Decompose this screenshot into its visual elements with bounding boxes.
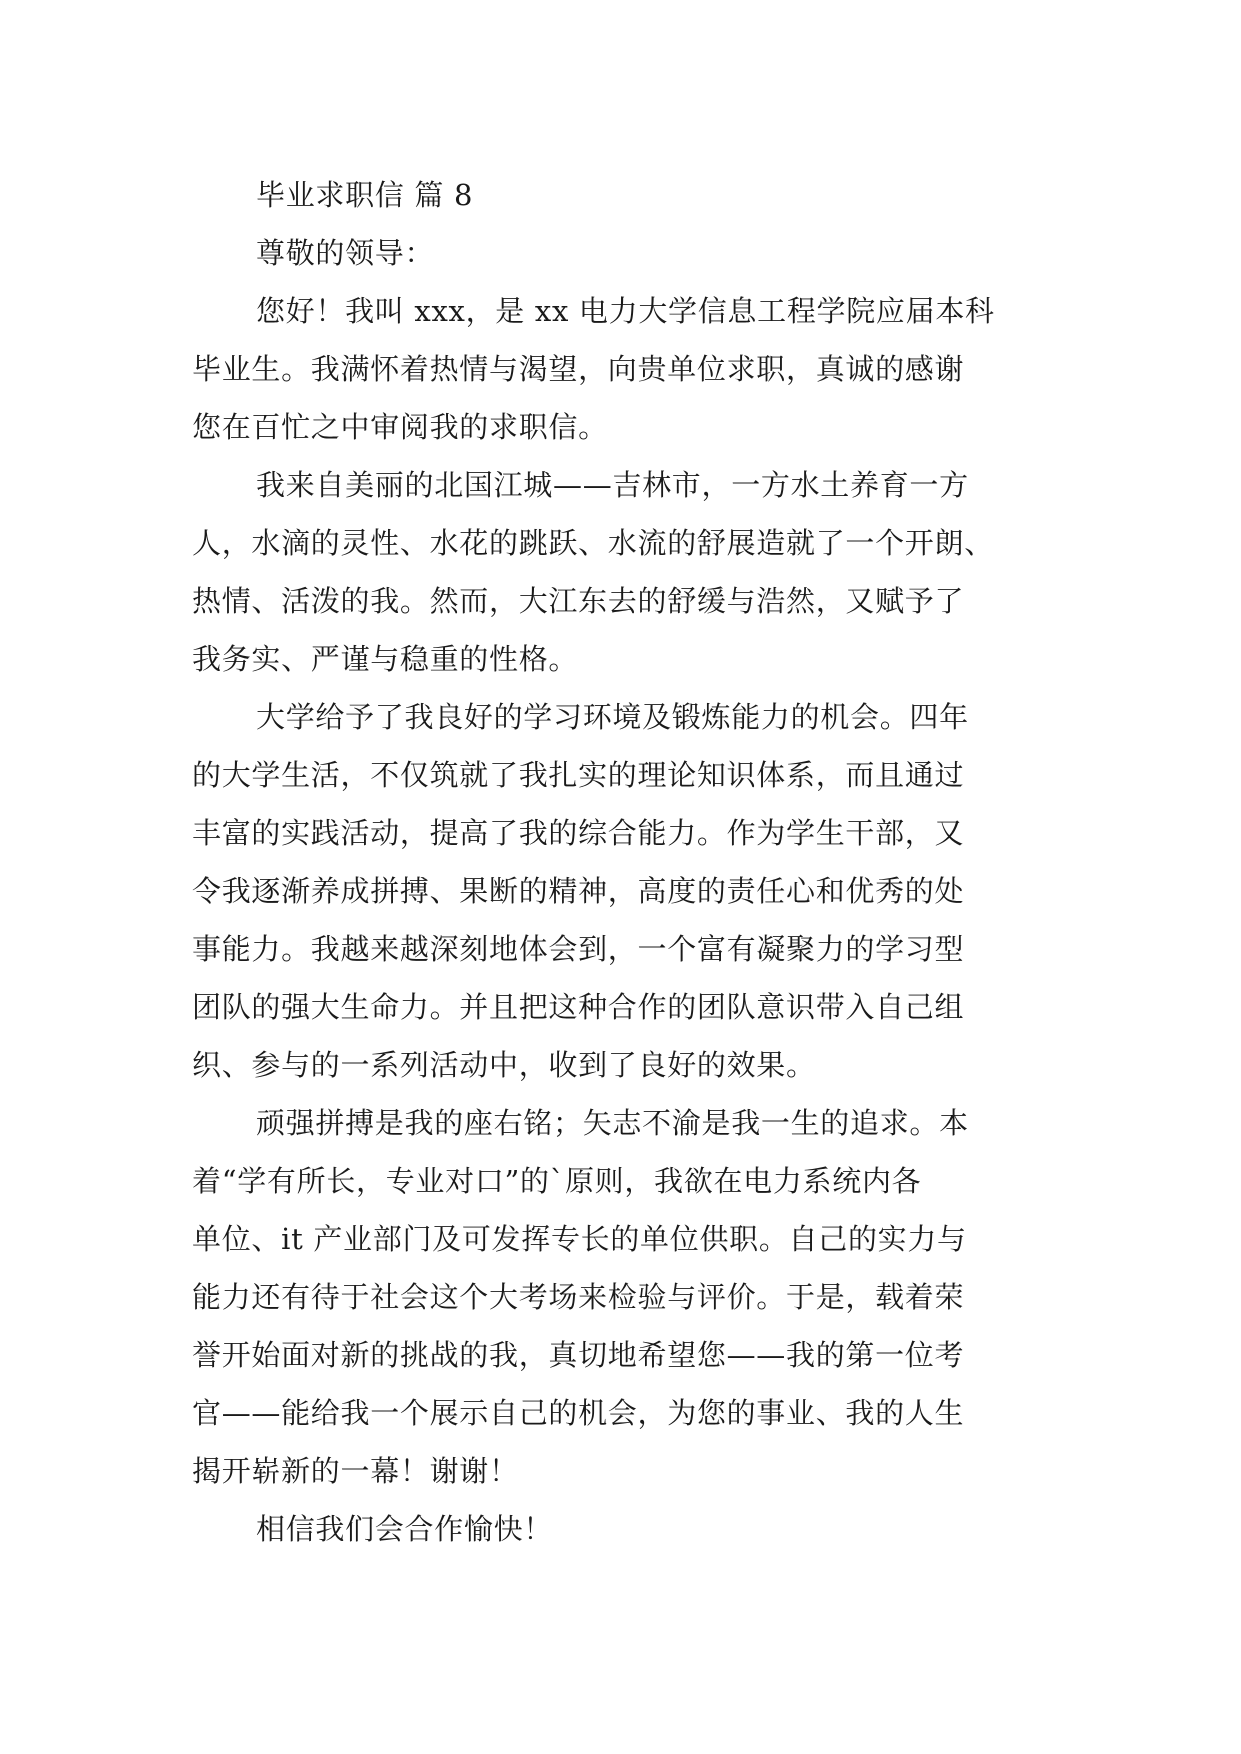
paragraph-line: 揭开崭新的一幕！谢谢！ bbox=[192, 1454, 519, 1488]
paragraph-line: 您在百忙之中审阅我的求职信。 bbox=[192, 410, 608, 444]
paragraph-line: 我务实、严谨与稳重的性格。 bbox=[192, 642, 579, 676]
paragraph-line: 顽强拼搏是我的座右铭；矢志不渝是我一生的追求。本 bbox=[256, 1106, 969, 1140]
paragraph-line: 毕业生。我满怀着热情与渴望，向贵单位求职，真诚的感谢 bbox=[192, 352, 965, 386]
letter-heading: 毕业求职信 篇 8 bbox=[256, 178, 474, 212]
paragraph-line: 令我逐渐养成拼搏、果断的精神，高度的责任心和优秀的处 bbox=[192, 874, 965, 908]
paragraph-line: 能力还有待于社会这个大考场来检验与评价。于是，载着荣 bbox=[192, 1280, 965, 1314]
paragraph-line: 着“学有所长，专业对口”的`原则，我欲在电力系统内各 bbox=[192, 1164, 922, 1198]
paragraph-line: 单位、it 产业部门及可发挥专长的单位供职。自己的实力与 bbox=[192, 1222, 967, 1256]
letter-body bbox=[192, 166, 1054, 1558]
paragraph-4 bbox=[192, 1094, 1054, 1500]
salutation: 尊敬的领导： bbox=[256, 236, 435, 270]
paragraph-line: 誉开始面对新的挑战的我，真切地希望您——我的第一位考 bbox=[192, 1338, 965, 1372]
paragraph-line: 事能力。我越来越深刻地体会到，一个富有凝聚力的学习型 bbox=[192, 932, 965, 966]
paragraph-line: 织、参与的一系列活动中，收到了良好的效果。 bbox=[192, 1048, 816, 1082]
paragraph-line: 的大学生活，不仅筑就了我扎实的理论知识体系，而且通过 bbox=[192, 758, 965, 792]
paragraph-line: 我来自美丽的北国江城——吉林市，一方水土养育一方 bbox=[256, 468, 969, 502]
paragraph-2 bbox=[192, 456, 1054, 688]
paragraph-line: 人，水滴的灵性、水花的跳跃、水流的舒展造就了一个开朗、 bbox=[192, 526, 994, 560]
paragraph-3 bbox=[192, 688, 1054, 1094]
closing-line: 相信我们会合作愉快！ bbox=[256, 1512, 554, 1546]
paragraph-1 bbox=[192, 282, 1054, 456]
paragraph-line: 官——能给我一个展示自己的机会，为您的事业、我的人生 bbox=[192, 1396, 965, 1430]
paragraph-line: 团队的强大生命力。并且把这种合作的团队意识带入自己组 bbox=[192, 990, 965, 1024]
paragraph-line: 热情、活泼的我。然而，大江东去的舒缓与浩然，又赋予了 bbox=[192, 584, 965, 618]
paragraph-line: 您好！我叫 xxx，是 xx 电力大学信息工程学院应届本科 bbox=[256, 294, 995, 328]
paragraph-line: 大学给予了我良好的学习环境及锻炼能力的机会。四年 bbox=[256, 700, 969, 734]
paragraph-line: 丰富的实践活动，提高了我的综合能力。作为学生干部，又 bbox=[192, 816, 965, 850]
